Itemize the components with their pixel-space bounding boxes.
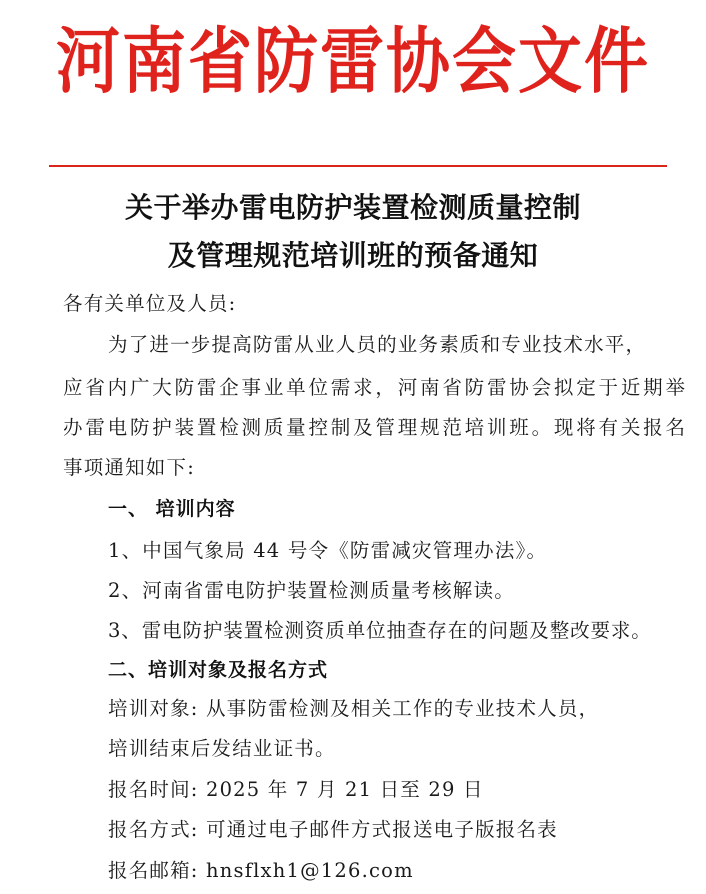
section-2-heading: 二、培训对象及报名方式 (108, 659, 329, 681)
target-line-2: 培训结束后发结业证书。 (108, 737, 336, 760)
content-item-1: 1、中国气象局 44 号令《防雷减灾管理办法》。 (108, 539, 548, 562)
masthead-title: 河南省防雷协会文件 (56, 20, 650, 104)
section-1-heading: 一、 培训内容 (108, 498, 236, 520)
registration-email: 报名邮箱: hnsflxh1@126.com (108, 859, 414, 882)
content-item-2: 2、河南省雷电防护装置检测质量考核解读。 (108, 579, 515, 602)
red-divider-rule (49, 165, 667, 167)
notice-title-line-1: 关于举办雷电防护装置检测质量控制 (124, 191, 581, 224)
registration-method: 报名方式: 可通过电子邮件方式报送电子版报名表 (108, 818, 558, 841)
salutation: 各有关单位及人员: (63, 292, 237, 315)
intro-line-2: 应省内广大防雷企事业单位需求，河南省防雷协会拟定于近期举 (63, 376, 685, 399)
target-line-1: 培训对象: 从事防雷检测及相关工作的专业技术人员， (108, 697, 600, 720)
intro-line-1: 为了进一步提高防雷从业人员的业务素质和专业技术水平， (108, 333, 647, 356)
notice-title-line-2: 及管理规范培训班的预备通知 (167, 239, 539, 272)
intro-line-4: 事项通知如下: (63, 456, 195, 479)
registration-time: 报名时间: 2025 年 7 月 21 日至 29 日 (108, 778, 484, 801)
intro-line-3: 办雷电防护装置检测质量控制及管理规范培训班。现将有关报名 (63, 416, 685, 439)
content-item-3: 3、雷电防护装置检测资质单位抽查存在的问题及整改要求。 (108, 619, 652, 642)
